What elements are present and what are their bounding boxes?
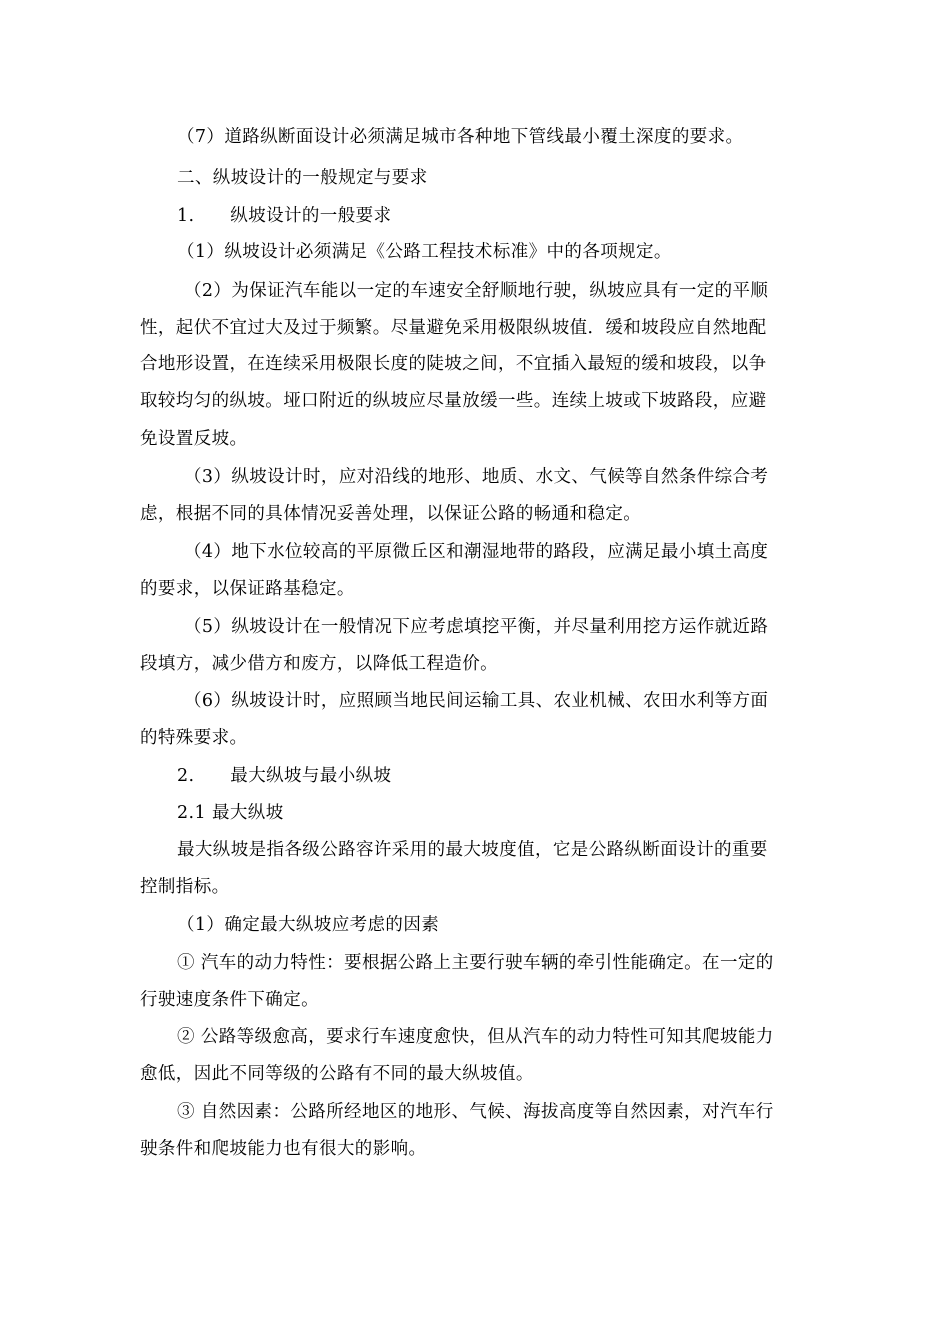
section-heading-2: 二、纵坡设计的一般规定与要求 bbox=[177, 168, 428, 188]
text-line-item-5b: 段填方，减少借方和废方，以降低工程造价。 bbox=[140, 654, 498, 674]
text-line-item-2a: （2）为保证汽车能以一定的车速安全舒顺地行驶，纵坡应具有一定的平顺 bbox=[184, 281, 769, 301]
subsection-heading-2: 2. 最大纵坡与最小纵坡 bbox=[177, 766, 392, 786]
subsection-heading-2-1: 2.1 最大纵坡 bbox=[177, 803, 284, 823]
text-line-item-6b: 的特殊要求。 bbox=[140, 728, 248, 748]
text-line-factor-3b: 驶条件和爬坡能力也有很大的影响。 bbox=[140, 1139, 427, 1159]
text-line-factors-heading: （1）确定最大纵坡应考虑的因素 bbox=[177, 915, 440, 935]
text-line-item-5a: （5）纵坡设计在一般情况下应考虑填挖平衡，并尽量利用挖方运作就近路 bbox=[184, 617, 769, 637]
text-line-item-4a: （4）地下水位较高的平原微丘区和潮湿地带的路段，应满足最小填土高度 bbox=[184, 542, 769, 562]
text-line-item-2d: 取较均匀的纵坡。垭口附近的纵坡应尽量放缓一些。连续上坡或下坡路段，应避 bbox=[140, 391, 767, 411]
subsection-heading-1: 1. 纵坡设计的一般要求 bbox=[177, 206, 392, 226]
text-line-definition-a: 最大纵坡是指各级公路容许采用的最大坡度值，它是公路纵断面设计的重要 bbox=[177, 840, 768, 860]
text-line-item-2c: 合地形设置，在连续采用极限长度的陡坡之间，不宜插入最短的缓和坡段，以争 bbox=[140, 354, 767, 374]
text-line-factor-2a: ② 公路等级愈高，要求行车速度愈快，但从汽车的动力特性可知其爬坡能力 bbox=[177, 1027, 774, 1047]
text-line-item-6a: （6）纵坡设计时，应照顾当地民间运输工具、农业机械、农田水利等方面 bbox=[184, 691, 769, 711]
text-line-factor-1b: 行驶速度条件下确定。 bbox=[140, 990, 319, 1010]
text-line-item-3b: 虑，根据不同的具体情况妥善处理，以保证公路的畅通和稳定。 bbox=[140, 504, 642, 524]
text-line-definition-b: 控制指标。 bbox=[140, 877, 230, 897]
text-line-item-2b: 性，起伏不宜过大及过于频繁。尽量避免采用极限纵坡值．缓和坡段应自然地配 bbox=[140, 318, 767, 338]
text-line-item-4b: 的要求，以保证路基稳定。 bbox=[140, 579, 355, 599]
text-line-item-3a: （3）纵坡设计时，应对沿线的地形、地质、水文、气候等自然条件综合考 bbox=[184, 467, 769, 487]
text-line-item-7: （7）道路纵断面设计必须满足城市各种地下管线最小覆土深度的要求。 bbox=[177, 127, 744, 147]
text-line-item-1: （1）纵坡设计必须满足《公路工程技术标准》中的各项规定。 bbox=[177, 242, 672, 262]
text-line-factor-2b: 愈低，因此不同等级的公路有不同的最大纵坡值。 bbox=[140, 1064, 534, 1084]
text-line-factor-3a: ③ 自然因素：公路所经地区的地形、气候、海拔高度等自然因素，对汽车行 bbox=[177, 1102, 774, 1122]
text-line-item-2e: 免设置反坡。 bbox=[140, 429, 248, 449]
text-line-factor-1a: ① 汽车的动力特性：要根据公路上主要行驶车辆的牵引性能确定。在一定的 bbox=[177, 953, 774, 973]
